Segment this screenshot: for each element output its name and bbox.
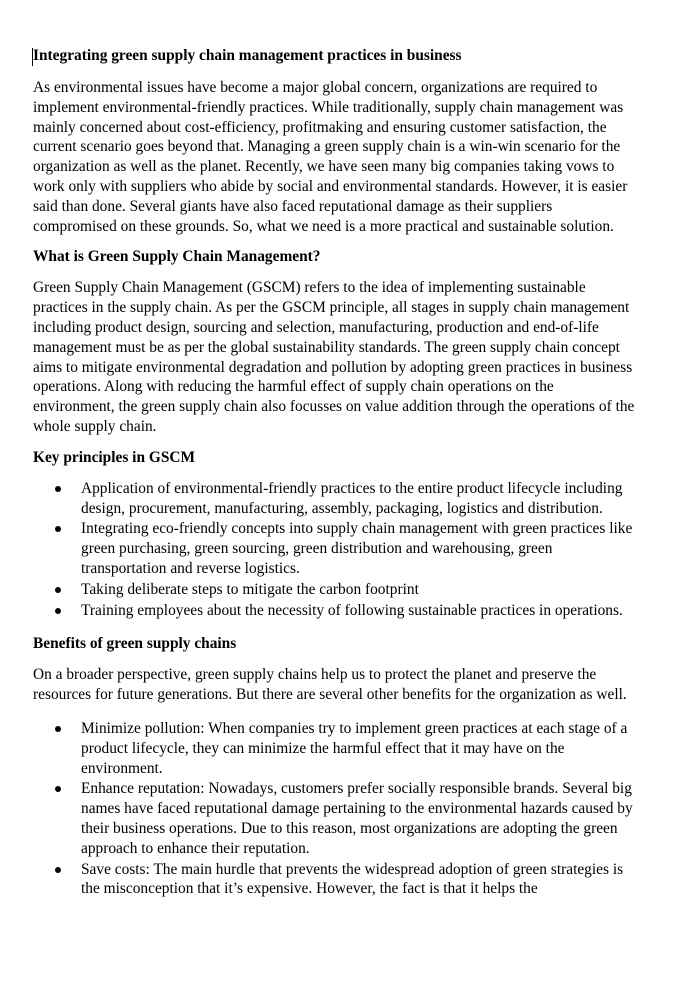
bullet-icon xyxy=(55,786,61,792)
section-heading-benefits: Benefits of green supply chains xyxy=(33,635,237,653)
bullet-icon xyxy=(55,867,61,873)
list-item-text: Integrating eco-friendly concepts into supply chain management with green practices like green purchasing, green sourcing, green distribution and warehousing, green transportation and reverse logistics. xyxy=(81,520,633,577)
bullet-icon xyxy=(55,486,61,492)
list-item-text: Training employees about the necessity of following sustainable practices in operations. xyxy=(81,601,623,619)
list-item xyxy=(33,860,639,900)
section-heading-principles: Key principles in GSCM xyxy=(33,448,196,466)
list-item-text: Application of environmental-friendly practices to the entire product lifecycle including design, procurement, manufacturing, assembly, packaging, logistics and distribution. xyxy=(81,479,623,517)
document-body[interactable] xyxy=(33,46,639,909)
document-title: Integrating green supply chain management practices in business xyxy=(33,47,462,64)
list-item-text: Taking deliberate steps to mitigate the carbon footprint xyxy=(81,580,419,598)
section-heading-gscm: What is Green Supply Chain Management? xyxy=(33,248,321,266)
principles-list xyxy=(33,479,639,621)
list-item xyxy=(33,580,639,600)
bullet-icon xyxy=(55,587,61,593)
list-item-text: Save costs: The main hurdle that prevents the widespread adoption of green strategies is the misconception that it’s expensive. However, the fact is that it helps the xyxy=(81,860,624,898)
bullet-icon xyxy=(55,608,61,614)
bullet-icon xyxy=(55,726,61,732)
list-item xyxy=(33,479,639,519)
list-item xyxy=(33,519,639,578)
list-item-text: Enhance reputation: Nowadays, customers prefer socially responsible brands. Several big names have faced reputational damage pertaining to the environmental hazards caused by their business operations. Due to this reason, most organizations are adopting the green approach to enhance their reputation. xyxy=(81,780,633,857)
bullet-icon xyxy=(55,526,61,532)
benefits-list xyxy=(33,719,639,899)
list-item xyxy=(33,601,639,621)
list-item xyxy=(33,719,639,778)
gscm-paragraph: Green Supply Chain Management (GSCM) refers to the idea of implementing sustainable practices in the supply chain. As per the GSCM principle, all stages in supply chain management including product design, sourcing and selection, manufacturing, production and end-of-life management must be as per the global sustainability standards. The green supply chain concept aims to mitigate environmental degradation and pollution by adopting green practices in business operations. Along with reducing the harmful effect of supply chain operations on the environment, the green supply chain also focusses on value addition through the operations of the whole supply chain. xyxy=(33,279,635,435)
intro-paragraph: As environmental issues have become a major global concern, organizations are required to implement environmental-friendly practices. While traditionally, supply chain management was mainly concerned about cost-efficiency, profitmaking and ensuring customer satisfaction, the current scenario goes beyond that. Managing a green supply chain is a win-win scenario for the organization as well as the planet. Recently, we have seen many big companies taking vows to work only with suppliers who abide by social and environmental standards. However, it is easier said than done. Several giants have also faced reputational damage as their suppliers compromised on these grounds. So, what we need is a more practical and sustainable solution. xyxy=(33,79,628,235)
benefits-paragraph: On a broader perspective, green supply chains help us to protect the planet and preserve the resources for future generations. But there are several other benefits for the organization as well. xyxy=(33,666,627,704)
list-item xyxy=(33,779,639,858)
list-item-text: Minimize pollution: When companies try to implement green practices at each stage of a product lifecycle, they can minimize the harmful effect that it may have on the environment. xyxy=(81,719,628,777)
